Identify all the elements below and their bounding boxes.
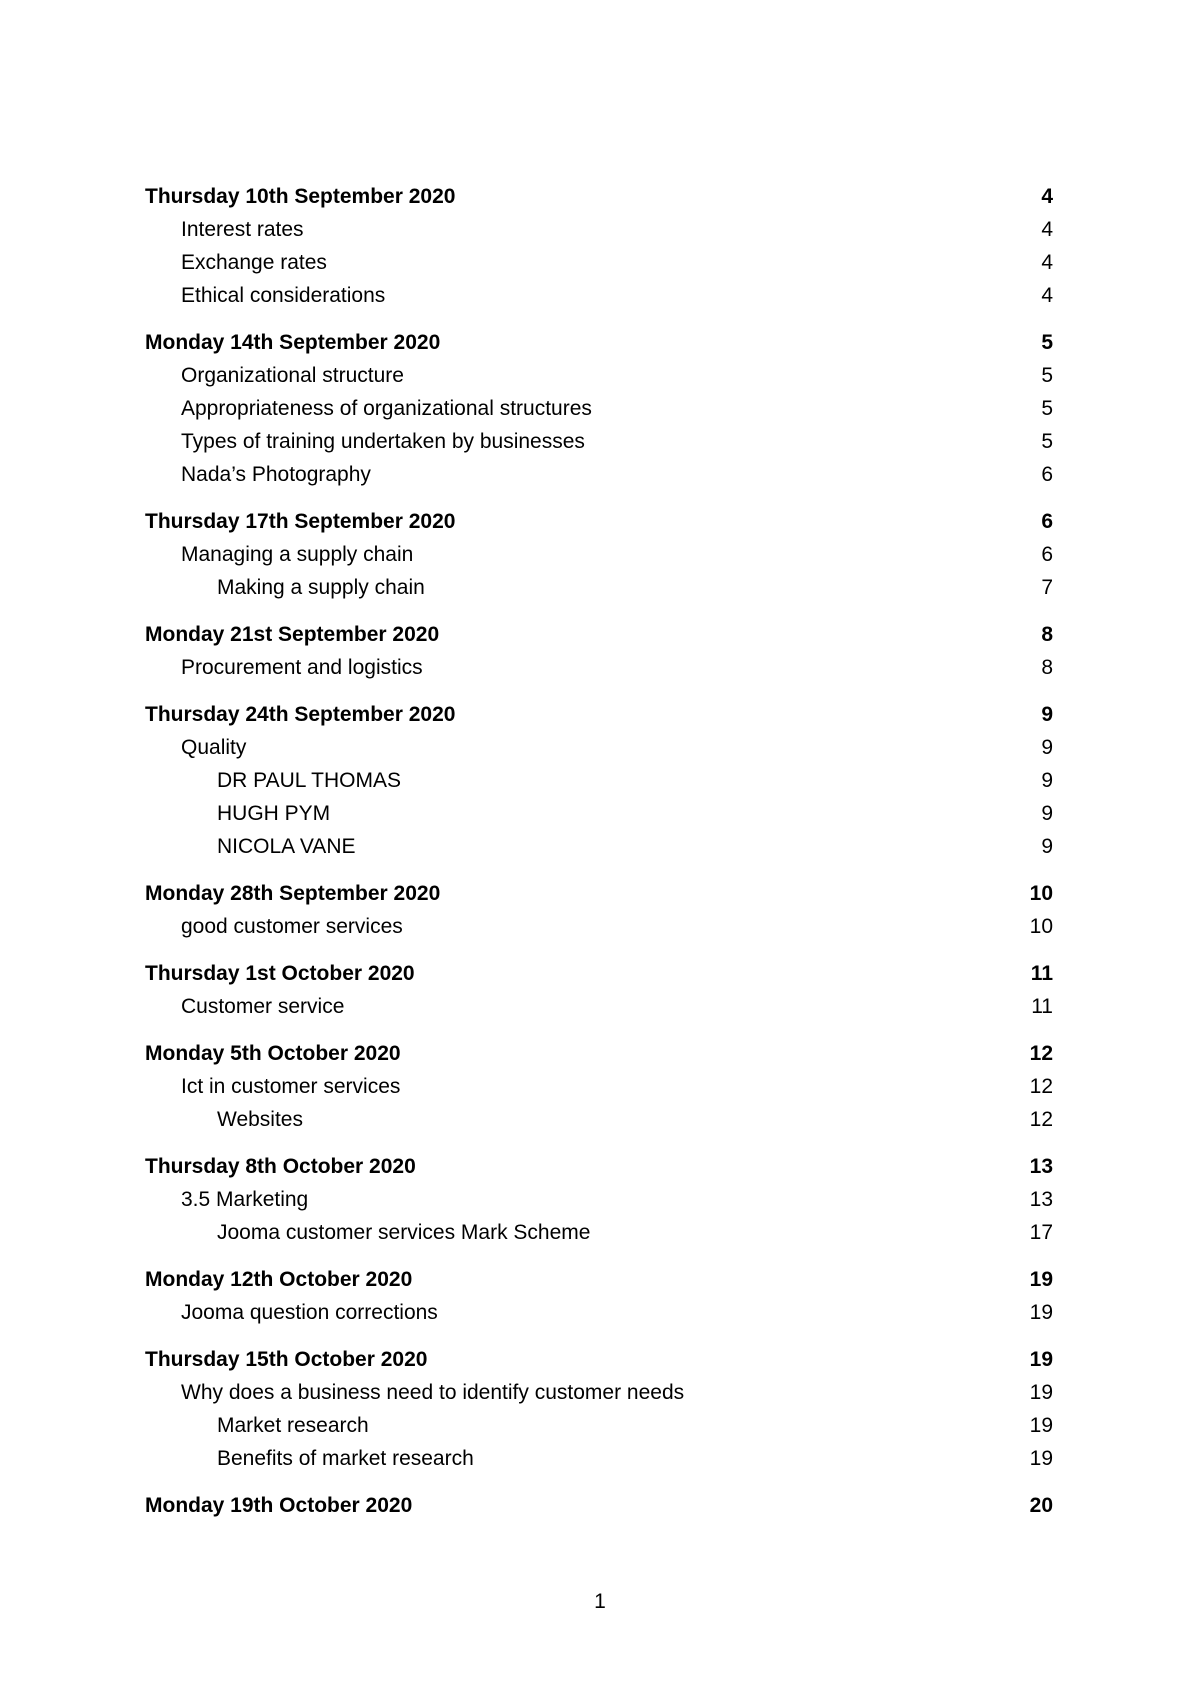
toc-entry-title: Quality [181,736,247,759]
toc-subentry-page-number: 9 [1041,769,1053,792]
toc-entry[interactable] [145,1070,1053,1103]
toc-entry-page-number: 11 [1031,995,1053,1018]
toc-subentry-page-number: 7 [1041,576,1053,599]
toc-entry-title: Ethical considerations [181,284,386,307]
toc-heading-title: Thursday 8th October 2020 [145,1155,416,1178]
toc-heading-title: Monday 21st September 2020 [145,623,440,646]
toc-subentry-page-number: 12 [1029,1108,1053,1131]
toc-entry-page-number: 10 [1029,915,1053,938]
toc-subentry[interactable] [145,1409,1053,1442]
toc-heading-page-number: 4 [1041,185,1053,208]
toc-heading-title: Monday 12th October 2020 [145,1268,413,1291]
toc-subentry-title: Market research [217,1414,369,1437]
toc-section [145,180,1053,312]
toc-heading-title: Thursday 10th September 2020 [145,185,456,208]
toc-entry[interactable] [145,910,1053,943]
toc-section [145,698,1053,863]
toc-heading-page-number: 10 [1029,882,1053,905]
toc-subentry[interactable] [145,571,1053,604]
toc-entry[interactable] [145,1376,1053,1409]
toc-entry-page-number: 4 [1041,251,1053,274]
toc-entry-page-number: 9 [1041,736,1053,759]
toc-heading-page-number: 11 [1030,962,1053,985]
toc-entry-title: 3.5 Marketing [181,1188,309,1211]
table-of-contents [145,180,1053,1536]
toc-subentry-page-number: 19 [1029,1414,1053,1437]
toc-subentry-title: DR PAUL THOMAS [217,769,401,792]
toc-subentry-page-number: 19 [1029,1447,1053,1470]
toc-section [145,1037,1053,1136]
toc-heading-title: Monday 14th September 2020 [145,331,441,354]
toc-entry[interactable] [145,1296,1053,1329]
toc-heading-title: Thursday 24th September 2020 [145,703,456,726]
toc-entry[interactable] [145,458,1053,491]
toc-heading[interactable] [145,1343,1053,1376]
toc-subentry-title: Jooma customer services Mark Scheme [217,1221,591,1244]
toc-entry[interactable] [145,246,1053,279]
toc-heading-page-number: 19 [1029,1268,1053,1291]
toc-entry-title: Types of training undertaken by businesses [181,430,585,453]
toc-heading[interactable] [145,326,1053,359]
toc-entry[interactable] [145,213,1053,246]
toc-subentry-page-number: 9 [1041,835,1053,858]
toc-entry-title: Nada’s Photography [181,463,371,486]
toc-subentry[interactable] [145,830,1053,863]
toc-entry[interactable] [145,731,1053,764]
toc-section [145,1263,1053,1329]
toc-heading[interactable] [145,698,1053,731]
toc-entry-title: Jooma question corrections [181,1301,438,1324]
toc-entry-page-number: 8 [1041,656,1053,679]
toc-section [145,505,1053,604]
toc-entry-page-number: 5 [1041,364,1053,387]
toc-entry[interactable] [145,990,1053,1023]
toc-subentry[interactable] [145,1103,1053,1136]
toc-subentry-title: HUGH PYM [217,802,331,825]
toc-entry-page-number: 4 [1041,218,1053,241]
toc-subentry[interactable] [145,1442,1053,1475]
toc-heading-title: Monday 5th October 2020 [145,1042,401,1065]
toc-heading-page-number: 20 [1029,1494,1053,1517]
toc-heading-page-number: 6 [1041,510,1053,533]
toc-subentry-page-number: 17 [1029,1221,1053,1244]
toc-entry-page-number: 6 [1041,543,1053,566]
page-number: 1 [594,1590,606,1613]
toc-heading[interactable] [145,877,1053,910]
toc-entry-title: Organizational structure [181,364,404,387]
toc-entry-page-number: 13 [1029,1188,1053,1211]
toc-entry-page-number: 5 [1041,397,1053,420]
toc-heading[interactable] [145,1263,1053,1296]
toc-heading-page-number: 12 [1029,1042,1053,1065]
toc-heading-title: Thursday 1st October 2020 [145,962,415,985]
toc-heading-title: Monday 28th September 2020 [145,882,441,905]
toc-entry-title: Exchange rates [181,251,327,274]
toc-entry-page-number: 19 [1029,1381,1053,1404]
toc-section [145,326,1053,491]
toc-subentry[interactable] [145,764,1053,797]
toc-entry-page-number: 12 [1029,1075,1053,1098]
toc-entry-title: Procurement and logistics [181,656,423,679]
toc-entry[interactable] [145,538,1053,571]
toc-heading[interactable] [145,618,1053,651]
toc-heading-title: Monday 19th October 2020 [145,1494,413,1517]
toc-section [145,1150,1053,1249]
toc-entry-title: Managing a supply chain [181,543,414,566]
toc-entry-page-number: 6 [1041,463,1053,486]
toc-entry[interactable] [145,425,1053,458]
toc-entry[interactable] [145,279,1053,312]
toc-section [145,957,1053,1023]
toc-subentry-title: Making a supply chain [217,576,425,599]
toc-entry-title: Customer service [181,995,345,1018]
toc-entry-title: Appropriateness of organizational structures [181,397,592,420]
toc-subentry-title: NICOLA VANE [217,835,356,858]
toc-heading-title: Thursday 17th September 2020 [145,510,456,533]
toc-entry[interactable] [145,651,1053,684]
toc-entry-page-number: 19 [1029,1301,1053,1324]
toc-entry-page-number: 5 [1041,430,1053,453]
toc-subentry-page-number: 9 [1041,802,1053,825]
toc-heading-page-number: 9 [1041,703,1053,726]
toc-heading[interactable] [145,1150,1053,1183]
toc-heading[interactable] [145,1489,1053,1522]
toc-subentry-title: Benefits of market research [217,1447,474,1470]
toc-heading-page-number: 13 [1029,1155,1053,1178]
toc-heading-page-number: 19 [1029,1348,1053,1371]
toc-heading[interactable] [145,505,1053,538]
toc-entry-page-number: 4 [1041,284,1053,307]
toc-entry-title: good customer services [181,915,403,938]
toc-subentry[interactable] [145,1216,1053,1249]
toc-section [145,618,1053,684]
toc-heading[interactable] [145,1037,1053,1070]
toc-entry-title: Ict in customer services [181,1075,401,1098]
toc-section [145,1489,1053,1522]
toc-entry[interactable] [145,359,1053,392]
toc-heading-page-number: 5 [1041,331,1053,354]
toc-heading[interactable] [145,957,1053,990]
toc-subentry-title: Websites [217,1108,303,1131]
toc-section [145,1343,1053,1475]
toc-entry-title: Interest rates [181,218,304,241]
toc-heading-page-number: 8 [1041,623,1053,646]
toc-heading-title: Thursday 15th October 2020 [145,1348,428,1371]
toc-entry[interactable] [145,392,1053,425]
toc-entry-title: Why does a business need to identify customer needs [181,1381,685,1404]
toc-entry[interactable] [145,1183,1053,1216]
toc-heading[interactable] [145,180,1053,213]
toc-section [145,877,1053,943]
toc-subentry[interactable] [145,797,1053,830]
